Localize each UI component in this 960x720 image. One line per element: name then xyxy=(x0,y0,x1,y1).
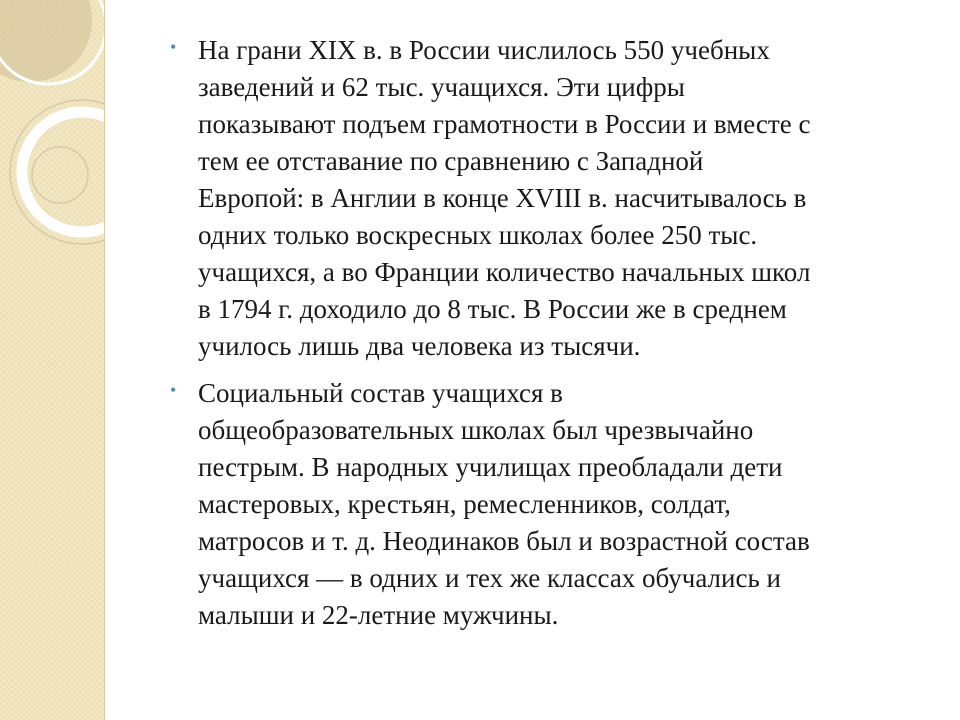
bullet-marker: • xyxy=(170,37,177,57)
text-line: учащихся, а во Франции количество начальных школ xyxy=(198,257,811,287)
text-line: в 1794 г. доходило до 8 тыс. В России же в среднем xyxy=(198,294,787,324)
text-line: тем ее отставание по сравнению с Западной xyxy=(198,146,704,176)
text-line: Европой: в Англии в конце XVIII в. насчитывалось в xyxy=(198,183,807,213)
decorative-side-panel xyxy=(0,0,104,720)
small-ring xyxy=(32,147,88,203)
bullet-marker: • xyxy=(170,380,177,400)
large-filled-circle xyxy=(0,0,92,82)
middle-thick-ring xyxy=(22,112,104,232)
slide-content xyxy=(170,32,930,644)
text-line: одних только воскресных школах более 250 тыс. xyxy=(198,220,758,250)
text-line: заведений и 62 тыс. учащихся. Эти цифры xyxy=(198,72,685,102)
text-line: Социальный состав учащихся в xyxy=(198,378,563,408)
decorative-circles-graphic xyxy=(0,0,104,720)
text-line: матросов и т. д. Неодинаков был и возрастной состав xyxy=(198,526,810,556)
text-line: На грани XIX в. в России числилось 550 учебных xyxy=(198,35,770,65)
text-line: училось лишь два человека из тысячи. xyxy=(198,331,641,361)
bullet-literacy-statistics xyxy=(170,32,930,365)
text-line: пестрым. В народных училищах преобладали дети xyxy=(198,452,783,482)
bullet-social-composition xyxy=(170,375,930,634)
text-line: показывают подъем грамотности в России и вместе с xyxy=(198,109,811,139)
text-line: мастеровых, крестьян, ремесленников, солдат, xyxy=(198,489,731,519)
text-line: малыши и 22-летние мужчины. xyxy=(198,600,559,630)
panel-divider xyxy=(104,0,105,720)
text-line: учащихся — в одних и тех же классах обучались и xyxy=(198,563,781,593)
text-line: общеобразовательных школах был чрезвычайно xyxy=(198,415,754,445)
